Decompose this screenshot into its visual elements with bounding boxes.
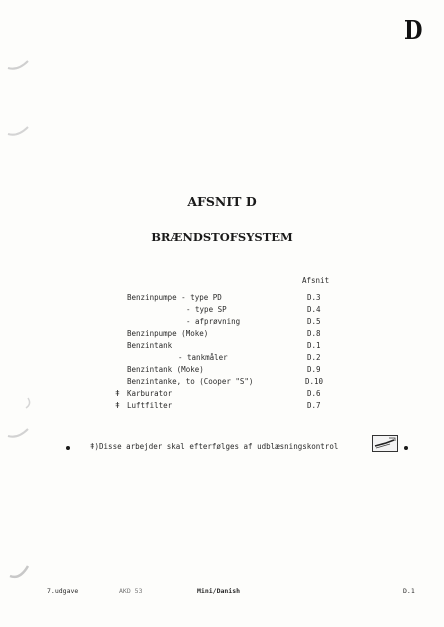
- bullet-dot: [404, 446, 408, 450]
- contents-row: [186, 305, 321, 317]
- punch-hole-mark: [6, 396, 32, 410]
- contents-row: [115, 401, 321, 413]
- punch-hole-mark: [6, 426, 32, 440]
- footer-model: Mini/Danish: [197, 587, 241, 595]
- section-letter: D: [404, 16, 423, 46]
- column-header-afsnit: Afsnit: [302, 276, 330, 285]
- contents-row: [186, 317, 321, 329]
- row-ref: D.2: [307, 353, 321, 362]
- contents-row: [178, 353, 321, 365]
- footer-code: AKD 53: [119, 587, 143, 595]
- row-label: - afprøvning: [186, 317, 241, 326]
- row-ref: D.4: [307, 305, 321, 314]
- footer-edition: 7.udgave: [47, 587, 79, 595]
- contents-row: [127, 377, 324, 389]
- row-ref: D.5: [307, 317, 321, 326]
- contents-row: [115, 389, 321, 401]
- bullet-dot: [66, 446, 70, 450]
- row-ref: D.7: [307, 401, 321, 410]
- contents-row: [127, 341, 321, 353]
- row-ref: D.10: [305, 377, 324, 386]
- punch-hole-mark: [6, 58, 32, 72]
- row-label: Benzintanke, to (Cooper "S"): [127, 377, 254, 386]
- punch-hole-mark: [6, 124, 32, 138]
- row-label: Benzinpumpe - type PD: [127, 293, 222, 302]
- contents-row: [127, 365, 321, 377]
- punch-hole-mark: [6, 562, 32, 580]
- row-label: Luftfilter: [127, 401, 173, 410]
- contents-row: [127, 329, 321, 341]
- row-ref: D.8: [307, 329, 321, 338]
- dagger-marker: ǂ: [115, 389, 120, 398]
- footer-page-number: D.1: [403, 587, 415, 595]
- row-ref: D.1: [307, 341, 321, 350]
- row-label: - tankmåler: [178, 353, 228, 362]
- row-ref: D.6: [307, 389, 321, 398]
- row-label: Karburator: [127, 389, 173, 398]
- dagger-marker: ǂ: [115, 401, 120, 410]
- row-label: Benzintank (Moke): [127, 365, 204, 374]
- row-label: Benzintank: [127, 341, 173, 350]
- contents-row: [127, 293, 321, 305]
- section-subtitle: BRÆNDSTOFSYSTEM: [151, 230, 293, 244]
- row-ref: D.3: [307, 293, 321, 302]
- row-ref: D.9: [307, 365, 321, 374]
- blowout-tool-icon: [372, 435, 398, 452]
- footnote: ǂ)Disse arbejder skal efterfølges af udblæsningskontrol: [90, 442, 339, 451]
- row-label: Benzinpumpe (Moke): [127, 329, 209, 338]
- row-label: - type SP: [186, 305, 227, 314]
- section-title: AFSNIT D: [187, 194, 257, 209]
